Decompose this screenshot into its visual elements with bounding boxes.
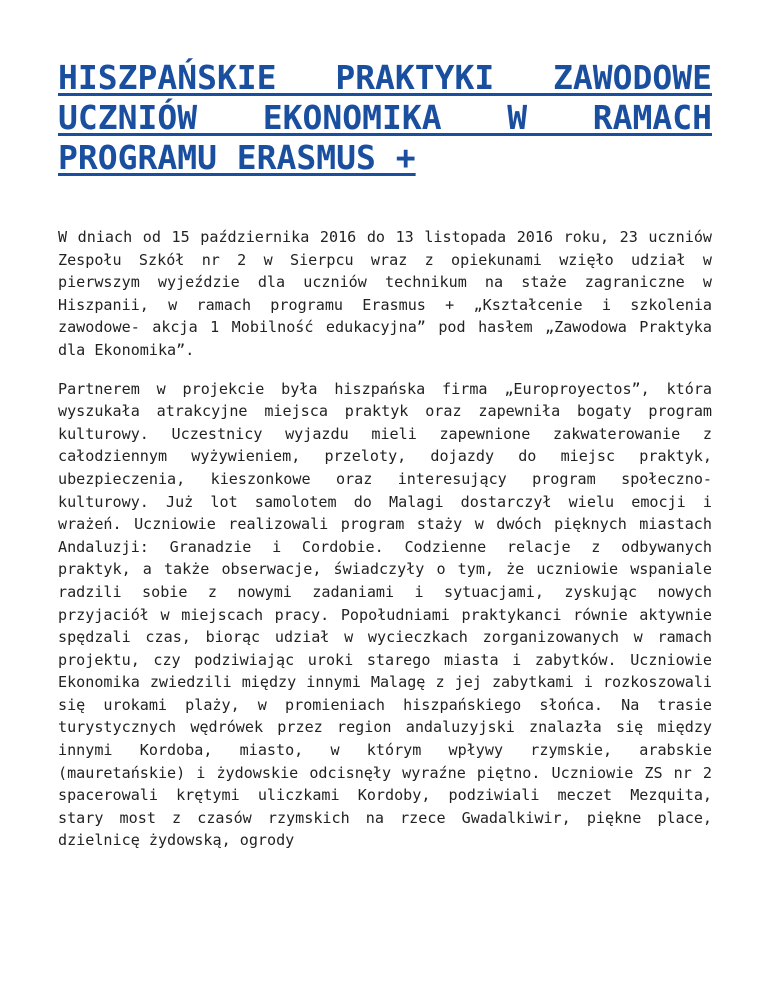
- article: [58, 58, 712, 868]
- paragraph-intro: W dniach od 15 października 2016 do 13 listopada 2016 roku, 23 uczniów Zespołu Szkół nr 2 w Sierpcu wraz z opiekunami wzięło udział w pierwszym wyjeździe dla uczniów technikum na staże zagraniczne w Hiszpanii, w ramach programu Erasmus + „Kształcenie i szkolenia zawodowe- akcja 1 Mobilność edukacyjna” pod hasłem „Zawodowa Praktyka dla Ekonomika”.: [58, 228, 712, 359]
- paragraph-partner: Partnerem w projekcie była hiszpańska firma „Europroyectos”, która wyszukała atrakcyjne miejsca praktyk oraz zapewniła bogaty program kulturowy. Uczestnicy wyjazdu mieli zapewnione zakwaterowanie z całodziennym wyżywieniem, przeloty, dojazdy do miejsc praktyk, ubezpieczenia, kieszonkowe oraz interesujący program społeczno-kulturowy. Już lot samolotem do Malagi dostarczył wielu emocji i wrażeń. Uczniowie realizowali program staży w dwóch pięknych miastach Andaluzji: Granadzie i Cordobie. Codzienne relacje z odbywanych praktyk, a także obserwacje, świadczyły o tym, że uczniowie wspaniale radzili sobie z nowymi zadaniami i sytuacjami, zyskując nowych przyjaciół w miejscach pracy. Popołudniami praktykanci równie aktywnie spędzali czas, biorąc udział w wycieczkach zorganizowanych w ramach projektu, czy podziwiając uroki starego miasta i zabytków. Uczniowie Ekonomika zwiedzili między innymi Malagę z jej zabytkami i rozkoszowali się urokami plaży, w promieniach hiszpańskiego słońca. Na trasie turystycznych wędrówek przez region andaluzyjski znalazła się między innymi Kordoba, miasto, w którym wpływy rzymskie, arabskie (mauretańskie) i żydowskie odcisnęły wyraźne piętno. Uczniowie ZS nr 2 spacerowali krętymi uliczkami Kordoby, podziwiali meczet Mezquita, stary most z czasów rzymskich na rzece Gwadalkiwir, piękne place, dzielnicę żydowską, ogrody: [58, 379, 712, 850]
- article-title-link[interactable]: HISZPAŃSKIE PRAKTYKI ZAWODOWE UCZNIÓW EKONOMIKA W RAMACH PROGRAMU ERASMUS +: [58, 58, 712, 177]
- article-body: [58, 226, 712, 852]
